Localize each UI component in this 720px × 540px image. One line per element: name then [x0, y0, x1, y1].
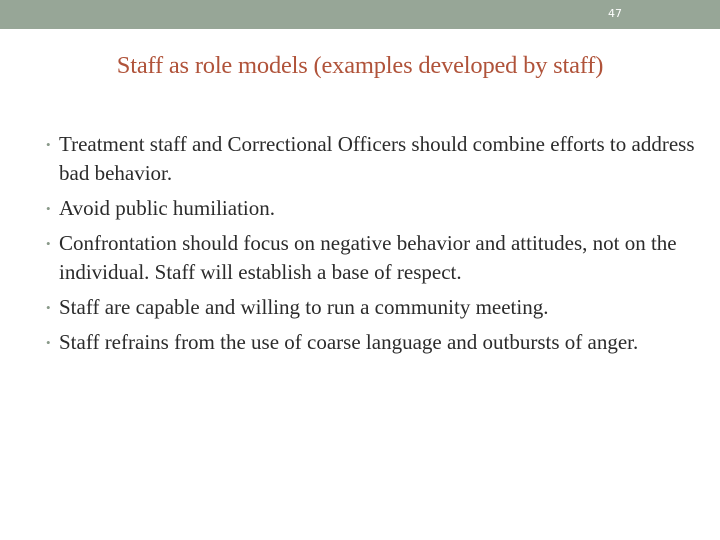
top-bar	[0, 0, 720, 29]
bullet-item	[46, 130, 696, 188]
slide-title: Staff as role models (examples developed by staff)	[116, 52, 604, 79]
bullet-item	[46, 328, 696, 357]
slide-number: 47	[608, 7, 622, 20]
bullet-marker: •	[46, 236, 51, 251]
bullet-text: Confrontation should focus on negative behavior and attitudes, not on the individual. Staff will establish a base of respect.	[59, 231, 677, 284]
bullet-marker: •	[46, 137, 51, 152]
bullet-text: Staff refrains from the use of coarse language and outbursts of anger.	[59, 330, 639, 354]
bullet-list	[46, 130, 696, 363]
bullet-item	[46, 229, 696, 287]
bullet-item	[46, 293, 696, 322]
bullet-item	[46, 194, 696, 223]
bullet-marker: •	[46, 335, 51, 350]
bullet-marker: •	[46, 201, 51, 216]
bullet-text: Staff are capable and willing to run a community meeting.	[59, 295, 549, 319]
bullet-marker: •	[46, 300, 51, 315]
bullet-text: Treatment staff and Correctional Officers should combine efforts to address bad behavior.	[59, 132, 695, 185]
bullet-text: Avoid public humiliation.	[59, 196, 276, 220]
